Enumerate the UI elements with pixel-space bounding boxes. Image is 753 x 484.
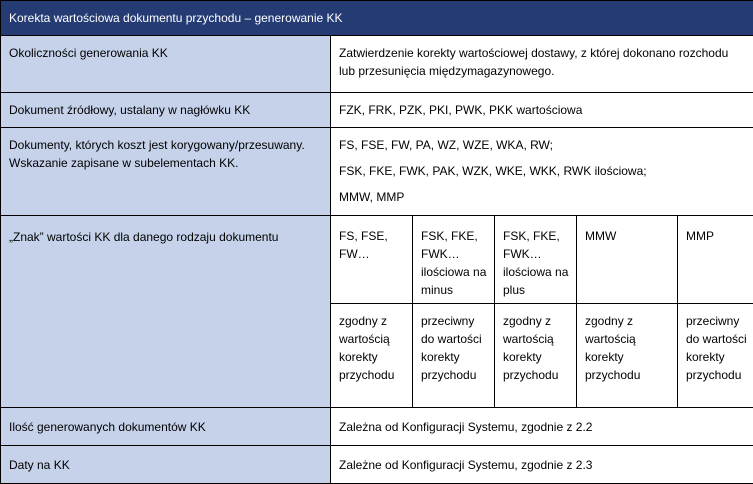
row-label-documents bbox=[1, 128, 331, 216]
label-text: „Znak” wartości KK dla danego rodzaju dokumentu bbox=[9, 230, 278, 244]
value-text: Zależne od Konfiguracji Systemu, zgodnie z 2.3 bbox=[339, 458, 592, 472]
sign-value-cell-2 bbox=[413, 304, 495, 408]
table-title-text: Korekta wartościowa dokumentu przychodu – generowanie KK bbox=[9, 11, 343, 25]
sign-doc-cell-5 bbox=[678, 216, 753, 304]
row-label-circumstances bbox=[1, 36, 331, 93]
row-label-dates bbox=[1, 446, 331, 484]
sign-doc-text: MMP bbox=[686, 229, 714, 243]
label-text: Daty na KK bbox=[9, 458, 70, 472]
row-label-sign bbox=[1, 216, 331, 408]
sign-value-text: zgodny z wartością korekty przychodu bbox=[585, 314, 640, 382]
sign-doc-text: FSK, FKE, FWK… ilościowa na minus bbox=[421, 229, 486, 297]
row-value-dates bbox=[331, 446, 753, 484]
row-value-documents bbox=[331, 128, 753, 216]
label-text: Dokumenty, których koszt jest korygowany/przesuwany. Wskazanie zapisane w subelementach KK. bbox=[9, 138, 305, 170]
row-value-count bbox=[331, 408, 753, 446]
sign-doc-cell-1 bbox=[331, 216, 413, 304]
sign-value-text: zgodny z wartością korekty przychodu bbox=[503, 314, 558, 382]
documents-line-3: MMW, MMP bbox=[339, 188, 745, 206]
sign-value-text: zgodny z wartością korekty przychodu bbox=[339, 314, 394, 382]
sign-doc-cell-2 bbox=[413, 216, 495, 304]
row-label-source-document bbox=[1, 93, 331, 128]
sign-doc-text: MMW bbox=[585, 229, 616, 243]
sign-doc-cell-4 bbox=[577, 216, 678, 304]
sign-value-cell-1 bbox=[331, 304, 413, 408]
table-title bbox=[1, 1, 753, 36]
sign-value-text: przeciwny do wartości korekty przychodu bbox=[421, 314, 482, 382]
row-value-circumstances bbox=[331, 36, 753, 93]
value-text: Zatwierdzenie korekty wartościowej dostawy, z której dokonano rozchodu lub przesunięcia międzymagazynowego. bbox=[339, 46, 728, 78]
label-text: Ilość generowanych dokumentów KK bbox=[9, 420, 206, 434]
documents-line-2: FSK, FKE, FWK, PAK, WZK, WKE, WKK, RWK ilościowa; bbox=[339, 162, 745, 180]
value-text: Zależna od Konfiguracji Systemu, zgodnie z 2.2 bbox=[339, 420, 592, 434]
sign-doc-cell-3 bbox=[495, 216, 577, 304]
row-label-count bbox=[1, 408, 331, 446]
row-value-source-document bbox=[331, 93, 753, 128]
sign-doc-text: FSK, FKE, FWK… ilościowa na plus bbox=[503, 229, 568, 297]
sign-value-cell-3 bbox=[495, 304, 577, 408]
sign-value-cell-4 bbox=[577, 304, 678, 408]
label-text: Okoliczności generowania KK bbox=[9, 46, 168, 60]
sign-value-text: przeciwny do wartości korekty przychodu bbox=[686, 314, 747, 382]
documents-line-1: FS, FSE, FW, PA, WZ, WZE, WKA, RW; bbox=[339, 136, 745, 154]
sign-doc-text: FS, FSE, FW… bbox=[339, 229, 388, 261]
label-text: Dokument źródłowy, ustalany w nagłówku KK bbox=[9, 103, 250, 117]
sign-value-cell-5 bbox=[678, 304, 753, 408]
value-text: FZK, FRK, PZK, PKI, PWK, PKK wartościowa bbox=[339, 103, 582, 117]
